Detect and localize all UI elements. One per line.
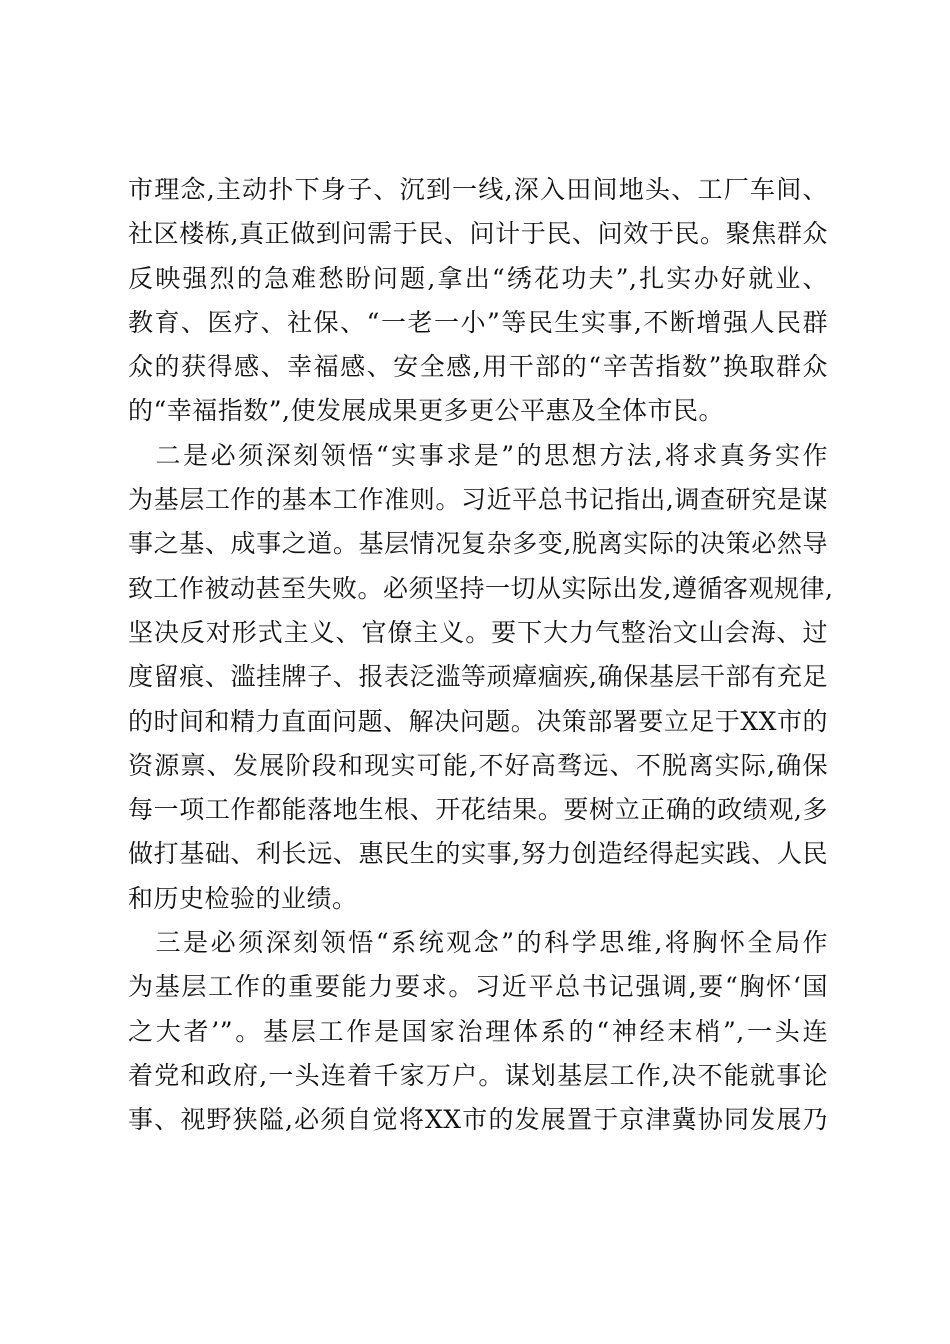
text-line: 致工作被动甚至失败。必须坚持一切从实际出发,遵循客观规律, [128, 573, 834, 603]
text-line: 和历史检验的业绩。 [128, 883, 358, 913]
text-line: 事、视野狭隘,必须自觉将XX市的发展置于京津冀协同发展乃 [128, 1105, 828, 1135]
text-line: 事之基、成事之道。基层情况复杂多变,脱离实际的决策必然导 [128, 529, 828, 559]
text-line: 市理念,主动扑下身子、沉到一线,深入田间地头、工厂车间、 [128, 175, 828, 204]
text-line: 的时间和精力直面问题、解决问题。决策部署要立足于XX市的 [128, 706, 828, 736]
text-line: 为基层工作的重要能力要求。习近平总书记强调,要“胸怀‘国 [128, 972, 828, 1002]
text-line: 二是必须深刻领悟“实事求是”的思想方法,将求真务实作 [128, 440, 828, 470]
text-line: 资源禀、发展阶段和现实可能,不好高骛远、不脱离实际,确保 [128, 750, 828, 780]
text-line: 为基层工作的基本工作准则。习近平总书记指出,调查研究是谋 [128, 485, 828, 515]
text-line: 度留痕、滥挂牌子、报表泛滥等顽瘴痼疾,确保基层干部有充足 [128, 662, 828, 692]
text-line: 教育、医疗、社保、“一老一小”等民生实事,不断增强人民群 [128, 307, 828, 337]
text-line: 三是必须深刻领悟“系统观念”的科学思维,将胸怀全局作 [128, 928, 828, 958]
text-line: 的“幸福指数”,使发展成果更多更公平惠及全体市民。 [128, 396, 725, 426]
text-line: 反映强烈的急难愁盼问题,拿出“绣花功夫”,扎实办好就业、 [128, 263, 828, 293]
text-line: 做打基础、利长远、惠民生的实事,努力创造经得起实践、人民 [128, 839, 828, 869]
text-line: 众的获得感、幸福感、安全感,用干部的“辛苦指数”换取群众 [128, 352, 828, 382]
text-line: 社区楼栋,真正做到问需于民、问计于民、问效于民。聚焦群众 [128, 219, 828, 249]
text-line: 着党和政府,一头连着千家万户。谋划基层工作,决不能就事论 [128, 1060, 828, 1090]
text-line: 坚决反对形式主义、官僚主义。要下大力气整治文山会海、过 [128, 617, 828, 647]
body-text [128, 168, 834, 1143]
text-line: 之大者’”。基层工作是国家治理体系的“神经末梢”,一头连 [128, 1016, 828, 1046]
text-line: 每一项工作都能落地生根、开花结果。要树立正确的政绩观,多 [128, 795, 828, 825]
